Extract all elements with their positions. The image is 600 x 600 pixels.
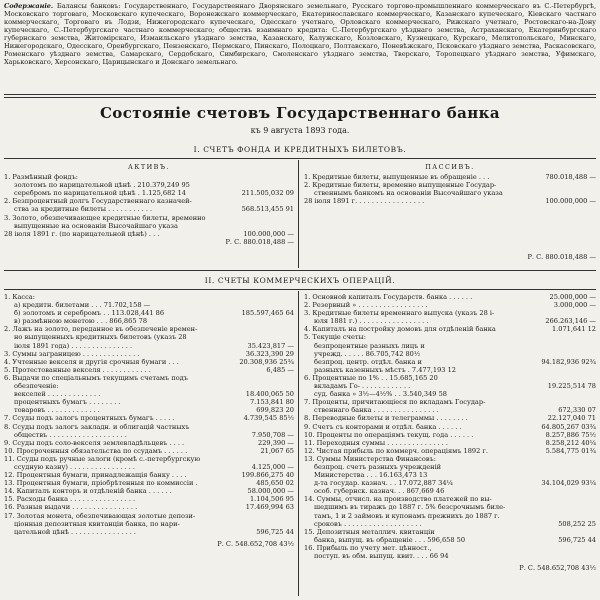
ledger-line bbox=[4, 181, 294, 189]
ledger-line-text: 28 іюля 1891 г. . . . . . . . . . . . . . . . . bbox=[304, 197, 425, 206]
ledger-line bbox=[4, 447, 294, 455]
section1-liabilities bbox=[304, 163, 596, 262]
ledger-line bbox=[304, 342, 596, 350]
report-date: къ 9 августа 1893 года. bbox=[250, 126, 350, 135]
ledger-line bbox=[304, 487, 596, 495]
ledger-line bbox=[304, 382, 596, 390]
ledger-line-text: 28 іюля 1891 г. (по нарицательной цѣнѣ) . . . bbox=[4, 229, 160, 238]
ledger-line-text: 2. Лажъ на золото, переданное въ обезпеченіе времен- bbox=[4, 325, 198, 334]
ledger-line-amount: 8.257,886 75½ bbox=[545, 430, 596, 439]
ledger-line bbox=[4, 230, 294, 238]
ledger-line bbox=[304, 358, 596, 366]
ledger-line-text: 15. Расходы банка . . . . . . . . . . . . . . . . bbox=[4, 495, 136, 504]
ledger-line bbox=[4, 325, 294, 333]
ledger-line-text: безпроц. счетъ разныхъ учрежденій bbox=[314, 462, 442, 471]
assets-list bbox=[4, 173, 294, 238]
ledger-line-text: 3. Золото, обезпечивающее кредитные билеты, временно bbox=[4, 213, 206, 222]
ledger-line-text: 7. Ссуды подъ залогъ процентныхъ бумагъ . . . . . bbox=[4, 414, 175, 423]
ledger-line bbox=[304, 552, 596, 560]
ledger-line-amount: 22.127,040 71 bbox=[547, 414, 596, 423]
ledger-line bbox=[4, 406, 294, 414]
top-rule-2 bbox=[4, 97, 596, 98]
ledger-line bbox=[4, 317, 294, 325]
ledger-line-amount: 100.000,000 — bbox=[243, 229, 294, 238]
ledger-line bbox=[4, 431, 294, 439]
ledger-line-amount: 94.182,936 92¾ bbox=[541, 357, 596, 366]
section2-right bbox=[304, 293, 596, 572]
ledger-line-amount: 100.000,000 — bbox=[545, 197, 596, 206]
ledger-line bbox=[304, 309, 596, 317]
ledger-line-amount: 211.505,032 09 bbox=[241, 189, 294, 198]
contents-text: Балансы банковъ: Государственнаго, Государственнаго Дворянскаго земельнаго, Русскаго торгово-промышленнаго коммерческаго въ С.-Петербургѣ, Московскаго торговаго, Московскаго купеческаго, Воронежскаго коммерческаго, Екатеринославскаго коммерческаго, Казанскаго купеческаго, Кіевскаго частнаго коммерческаго, Торговаго въ Лодзи, Нижегородскаго купеческаго, Одесскаго учетнаго, Орловскаго коммерческаго, Рижскаго учетнаго, Ростовскаго-на-Дону купеческаго, С.-Петербургскаго частнаго коммерческаго; обществъ взаимнаго кредита: С.-Петербургскаго уѣзднаго земства, Астраханскаго, Екатеринбургскаго губернскаго земства, Житомірскаго, Измаильскаго уѣзднаго земства, Казанскаго, Калужскаго, Козловскаго, Кузнецкаго, Курскаго, Мелитопольскаго, Минскаго, Нижегородскаго, Одесскаго, Оренбургскаго, Пензенскаго, Пермскаго, Пинскаго, Полоцкаго, Полтавскаго, Поневѣжскаго, Псковскаго уѣзднаго земства, Раскасовскаго, Роменскаго уѣзднаго земства, Самарскаго, Сердобскаго, Симбирскаго, Смоленскаго уѣзднаго земства, Тверскаго, Торопецкаго уѣзднаго земства, Уфимскаго, Харьковскаго, Херсонскаго, Царицынскаго и Донскаго земельнаго. bbox=[4, 2, 597, 67]
ledger-line bbox=[304, 406, 596, 414]
ledger-line-text: б) золотомъ и серебромъ . . 113.028,441 86 bbox=[14, 309, 165, 318]
ledger-line bbox=[4, 293, 294, 301]
ledger-line-text: 12. Процентныя бумаги, принадлежащія банку . . . . bbox=[4, 471, 187, 480]
ledger-line-text: 3. Суммы заграницею . . . . . . . . . . . . . . bbox=[4, 349, 140, 358]
ledger-line-text: сроковъ . . . . . . . . . . . . . . . . . . . bbox=[314, 519, 422, 528]
ledger-line bbox=[304, 503, 596, 511]
ledger-line bbox=[304, 366, 596, 374]
ledger-line-amount: 1.071,641 12 bbox=[551, 325, 596, 334]
ledger-line-text: 9. Ссуды подъ соло-векселя землевладѣльцевъ . . . . bbox=[4, 438, 185, 447]
ledger-line-text: д-та государ. казнач. . . 17.072,887 34¼ bbox=[314, 479, 453, 488]
ledger-line bbox=[4, 423, 294, 431]
ledger-line-amount: 4.739,545 85½ bbox=[243, 414, 294, 423]
ledger-line-text: разныхъ казенныхъ мѣстъ . 7.477,193 12 bbox=[314, 365, 456, 374]
ledger-line-amount: 185.597,465 64 bbox=[241, 309, 294, 318]
ledger-line-text: 5. Текущіе счеты: bbox=[304, 333, 366, 342]
ledger-line bbox=[304, 325, 596, 333]
top-rule bbox=[4, 94, 596, 95]
ledger-line-amount: 36.323,390 29 bbox=[245, 349, 294, 358]
ledger-line-amount: 18.400,065 50 bbox=[245, 390, 294, 399]
ledger-line-text: процентныхъ бумагъ . . . . . . . . bbox=[14, 398, 121, 407]
ledger-line bbox=[4, 189, 294, 197]
contents-paragraph bbox=[4, 2, 596, 66]
ledger-line-amount: 17.469,994 63 bbox=[245, 503, 294, 512]
ledger-line-amount: 5.584,775 01¾ bbox=[545, 446, 596, 455]
ledger-line-text: особ. губернск. казнач. . . 867,669 46 bbox=[314, 487, 445, 496]
ledger-line bbox=[304, 197, 596, 205]
ledger-line-text: 11. Переходныя суммы . . . . . . . . . . . . . . . bbox=[304, 438, 448, 447]
ledger-line-text: ссудную казну) . . . . . . . . . . . . . . . . bbox=[14, 462, 136, 471]
ledger-line bbox=[4, 471, 294, 479]
ledger-line-text: а) кредитн. билетами . . . 71.702,158 — bbox=[14, 301, 151, 310]
ledger-line bbox=[304, 439, 596, 447]
ledger-line-text: учрежд. . . . . . 86.705,742 80½ bbox=[314, 349, 421, 358]
ledger-line bbox=[4, 455, 294, 463]
ledger-line bbox=[4, 366, 294, 374]
ledger-line-amount: 672,330 07 bbox=[558, 406, 596, 415]
ledger-line-amount: 7.153,841 80 bbox=[249, 398, 294, 407]
section2-top-rule bbox=[4, 270, 596, 271]
section2-divider bbox=[298, 291, 299, 596]
ledger-line bbox=[304, 390, 596, 398]
ledger-line-text: Министерства . . . 16.163,473 13 bbox=[314, 471, 428, 480]
ledger-line-amount: 596,725 44 bbox=[558, 535, 596, 544]
ledger-line bbox=[304, 189, 596, 197]
ledger-line bbox=[4, 309, 294, 317]
section1-assets bbox=[4, 163, 294, 246]
ledger-line-text: обезпеченіе: bbox=[14, 382, 59, 391]
ledger-line-text: 2. Кредитные билеты, временно выпущенные Государ- bbox=[304, 181, 497, 190]
ledger-line-amount: 34.104,029 93¼ bbox=[541, 479, 596, 488]
section1-heading: I. СЧЕТЪ ФОНДА И КРЕДИТНЫХЪ БИЛЕТОВЪ. bbox=[193, 145, 407, 154]
ledger-line-amount: 8.258,212 40¼ bbox=[545, 438, 596, 447]
ledger-line bbox=[4, 439, 294, 447]
ledger-line bbox=[4, 342, 294, 350]
ledger-line-text: безпроцентные разныхъ лицъ и bbox=[314, 341, 425, 350]
ledger-line-text: безпроц. центр. отдѣл. банка и bbox=[314, 357, 422, 366]
ledger-line bbox=[304, 301, 596, 309]
ledger-line-amount: 6,485 — bbox=[266, 365, 294, 374]
ledger-line-amount: 229,390 — bbox=[258, 438, 294, 447]
ledger-line-text: 10. Просроченныя обязательства по ссудамъ . . . . . . bbox=[4, 446, 188, 455]
ledger-line bbox=[304, 512, 596, 520]
ledger-line-text: 6. Процентные по 1% . . 15.685,165 20 bbox=[304, 373, 438, 382]
ledger-line-text: 7. Проценты, причитающіеся по вкладамъ Государ- bbox=[304, 398, 486, 407]
ledger-line-amount: 35.423,817 — bbox=[247, 341, 294, 350]
section1-rule bbox=[4, 158, 596, 159]
ledger-line bbox=[4, 479, 294, 487]
ledger-line-amount: 199.866,275 40 bbox=[241, 471, 294, 480]
ledger-line bbox=[4, 222, 294, 230]
ledger-line bbox=[304, 293, 596, 301]
ledger-line bbox=[4, 173, 294, 181]
contents-label: Содержаніе. bbox=[4, 2, 54, 10]
ledger-line bbox=[304, 398, 596, 406]
assets-total: Р. С. 880.018,488 — bbox=[225, 237, 294, 246]
ledger-line bbox=[4, 205, 294, 213]
ledger-line-text: тамъ, 1 и 2 займовъ и купонамъ прежнихъ до 1887 г. bbox=[314, 511, 500, 520]
liabilities-list bbox=[304, 173, 596, 205]
ledger-line bbox=[304, 463, 596, 471]
liabilities-total: Р. С. 880.018,488 — bbox=[527, 253, 596, 262]
ledger-line-text: ціонныя депозитныя квитанціи банка, по нари- bbox=[14, 519, 180, 528]
ledger-line-text: ственнымъ банкомъ на основаніи Высочайшаго указа bbox=[314, 189, 503, 198]
ledger-line-text: 11. Ссуды подъ ручные залоги (кромѣ с.-петербургскую bbox=[4, 454, 201, 463]
section1-divider bbox=[298, 160, 299, 268]
ledger-line-amount: 568.513,455 91 bbox=[241, 205, 294, 214]
ledger-line-text: ственнаго банка . . . . . . . . . . . . . . . . bbox=[314, 406, 439, 415]
ledger-line bbox=[304, 350, 596, 358]
ledger-line bbox=[4, 350, 294, 358]
ledger-line bbox=[4, 382, 294, 390]
ledger-line-text: ства за кредитные билеты . . . . . . . . . . . bbox=[14, 205, 153, 214]
ledger-line bbox=[4, 301, 294, 309]
ledger-line-text: 5. Протестованные векселя . . . . . . . . . . . . bbox=[4, 365, 151, 374]
ledger-line bbox=[4, 487, 294, 495]
ledger-line bbox=[304, 455, 596, 463]
ledger-line-text: 10. Проценты по операціямъ текущ. года . . . . . . bbox=[304, 430, 474, 439]
section2-left-list bbox=[4, 293, 294, 536]
ledger-line-amount: 780.018,488 — bbox=[545, 173, 596, 182]
ledger-line-text: 8. Ссуды подъ залогъ закладн. и облигацій частныхъ bbox=[4, 422, 190, 431]
ledger-line-amount: 4.125,000 — bbox=[251, 462, 294, 471]
section2-left bbox=[4, 293, 294, 548]
ledger-line-text: іюля 1891 года) . . . . . . . . . . . . . . . bbox=[14, 341, 133, 350]
ledger-line-text: 6. Выдачи по спеціальнымъ текущимъ счетамъ подъ bbox=[4, 373, 188, 382]
ledger-line-text: векселей . . . . . . . . . . . . . bbox=[14, 390, 101, 399]
ledger-line-text: 1. Размѣнный фондъ: bbox=[4, 173, 78, 182]
ledger-line-amount: 1.104,506 95 bbox=[249, 495, 294, 504]
ledger-line-amount: 596,725 44 bbox=[256, 527, 294, 536]
ledger-line-text: 17. Золотая монета, обезпечивающая золотые депози- bbox=[4, 511, 196, 520]
ledger-line-text: цательной цѣнѣ . . . . . . . . . . . . . . . . bbox=[14, 527, 137, 536]
ledger-line-amount: 25.000,000 — bbox=[549, 293, 596, 301]
ledger-line-text: 1. Кредитные билеты, выпущенные въ обращеніе . . . bbox=[304, 173, 490, 182]
ledger-line-text: 4. Учтенные векселя и другія срочныя бумаги . . . bbox=[4, 357, 179, 366]
ledger-line bbox=[4, 374, 294, 382]
ledger-line-amount: 3.000,000 — bbox=[553, 301, 596, 310]
ledger-line-amount: 20.308,936 25¾ bbox=[239, 357, 294, 366]
ledger-line-amount: 21,067 65 bbox=[260, 446, 294, 455]
ledger-line bbox=[4, 358, 294, 366]
ledger-line bbox=[4, 398, 294, 406]
liabilities-header: ПАССИВЪ. bbox=[425, 163, 475, 171]
ledger-line-text: обществъ . . . . . . . . . . . . . . . . . . . bbox=[14, 430, 127, 439]
ledger-line bbox=[4, 503, 294, 511]
ledger-line bbox=[4, 333, 294, 341]
section2-right-list bbox=[304, 293, 596, 560]
ledger-line bbox=[4, 414, 294, 422]
ledger-line-text: банка, выпущ. въ обращеніе . . . 596,658 50 bbox=[314, 535, 466, 544]
ledger-line bbox=[304, 173, 596, 181]
ledger-line-text: в) размѣнною монетою . . . 866,865 78 bbox=[14, 317, 148, 326]
ledger-line-text: 12. Чистая прибыль по коммерч. операціямъ 1892 г. bbox=[304, 446, 488, 455]
ledger-line-text: 14. Капиталъ конторъ и отдѣленій банка . . . . . . bbox=[4, 487, 172, 496]
ledger-line-amount: 19.225,514 78 bbox=[547, 382, 596, 391]
ledger-line bbox=[4, 520, 294, 528]
ledger-line-text: 9. Счетъ съ конторами и отдѣл. банка . . . . . . bbox=[304, 422, 462, 431]
ledger-line-amount: 58.000,000 — bbox=[247, 487, 294, 496]
ledger-line-text: 16. Разныя выдачи . . . . . . . . . . . . . . . . bbox=[4, 503, 138, 512]
ledger-line bbox=[304, 374, 596, 382]
ledger-line-text: выпущенные на основаніи Высочайшаго указа bbox=[14, 221, 178, 230]
ledger-line-text: 14. Суммы, отчисл. на производство платежей по вы- bbox=[304, 495, 492, 504]
ledger-line bbox=[304, 495, 596, 503]
ledger-line-text: шедшимъ въ тиражъ до 1887 г. 5% безсрочнымъ биле- bbox=[314, 503, 506, 512]
ledger-line bbox=[304, 528, 596, 536]
ledger-line bbox=[304, 447, 596, 455]
ledger-line bbox=[304, 317, 596, 325]
ledger-line-text: 8. Переводные билеты и телеграммы . . . . . . . . bbox=[304, 414, 468, 423]
page-title: Состояніе счетовъ Государственнаго банка bbox=[99, 104, 501, 122]
ledger-line bbox=[4, 512, 294, 520]
ledger-line-text: 1. Основной капиталъ Государств. банка . . . . . . bbox=[304, 293, 473, 301]
ledger-line-text: но выпущенныхъ кредитныхъ билетовъ (указъ 28 bbox=[14, 333, 187, 342]
ledger-line-text: поступ. въ обм. выпущ. квит. . . . 66 94 bbox=[314, 552, 449, 560]
section2-left-total: Р. С. 548.652,708 43½ bbox=[217, 539, 294, 548]
ledger-line bbox=[4, 495, 294, 503]
ledger-line bbox=[304, 181, 596, 189]
ledger-line bbox=[304, 479, 596, 487]
ledger-line-text: вкладамъ Го- . . . . . . . . . . . . bbox=[314, 382, 411, 391]
ledger-line bbox=[304, 471, 596, 479]
ledger-line-text: 3. Кредитные билеты временнаго выпуска (указъ 28 і- bbox=[304, 309, 495, 318]
ledger-line bbox=[304, 414, 596, 422]
ledger-line bbox=[304, 423, 596, 431]
ledger-line bbox=[304, 431, 596, 439]
ledger-line bbox=[4, 197, 294, 205]
ledger-line bbox=[4, 214, 294, 222]
ledger-line bbox=[304, 544, 596, 552]
ledger-line-text: суд. банка » 3½—4½% . . 3.540,349 58 bbox=[314, 390, 447, 399]
assets-header: АКТИВЪ. bbox=[128, 163, 170, 171]
section2-heading: II. СЧЕТЫ КОММЕРЧЕСКИХЪ ОПЕРАЦІЙ. bbox=[204, 276, 396, 285]
ledger-line-text: юля 1881 г.) . . . . . . . . . . . . . . . . . bbox=[314, 317, 429, 326]
ledger-line-text: 16. Прибыль по учету мет. цѣнност., bbox=[304, 543, 432, 552]
section2-right-total: Р. С. 548.652,708 43½ bbox=[519, 564, 596, 573]
ledger-line-text: золотомъ по нарицательной цѣнѣ . 210.379,249 95 bbox=[14, 181, 190, 190]
ledger-line-amount: 7.950,708 — bbox=[251, 430, 294, 439]
ledger-line-amount: 508,252 25 bbox=[558, 519, 596, 528]
ledger-line-text: 4. Капиталъ на постройку домовъ для отдѣленій банка bbox=[304, 325, 496, 334]
ledger-line bbox=[4, 528, 294, 536]
ledger-line-text: 2. Безпроцентный долгъ Государственнаго казначей- bbox=[4, 197, 192, 206]
ledger-line-text: серебромъ по нарицательной цѣнѣ . 1.125,682 14 bbox=[14, 189, 186, 198]
ledger-line bbox=[4, 463, 294, 471]
section2-rule bbox=[4, 289, 596, 290]
ledger-line-text: 13. Суммы Министерства Финансовъ: bbox=[304, 454, 436, 463]
ledger-line-text: товаровъ . . . . . . . . . . . . . bbox=[14, 406, 100, 415]
ledger-line-amount: 699,823 20 bbox=[256, 406, 294, 415]
ledger-line-text: 13. Процентныя бумаги, пріобрѣтенныя по коммиссіи . bbox=[4, 479, 198, 488]
ledger-line bbox=[4, 390, 294, 398]
ledger-line bbox=[304, 536, 596, 544]
ledger-line-amount: 64.805,267 03¾ bbox=[541, 422, 596, 431]
ledger-line bbox=[304, 520, 596, 528]
ledger-line-amount: 485,650 02 bbox=[256, 479, 294, 488]
ledger-line bbox=[304, 333, 596, 341]
ledger-line-text: 15. Депозитныя металлич. квитанціи bbox=[304, 527, 435, 536]
ledger-line-text: 1. Касса: bbox=[4, 293, 35, 301]
ledger-line-amount: 266.263,146 — bbox=[545, 317, 596, 326]
ledger-line-text: 2. Резервный » . . . . . . . . . . . . . . . . . bbox=[304, 301, 428, 310]
